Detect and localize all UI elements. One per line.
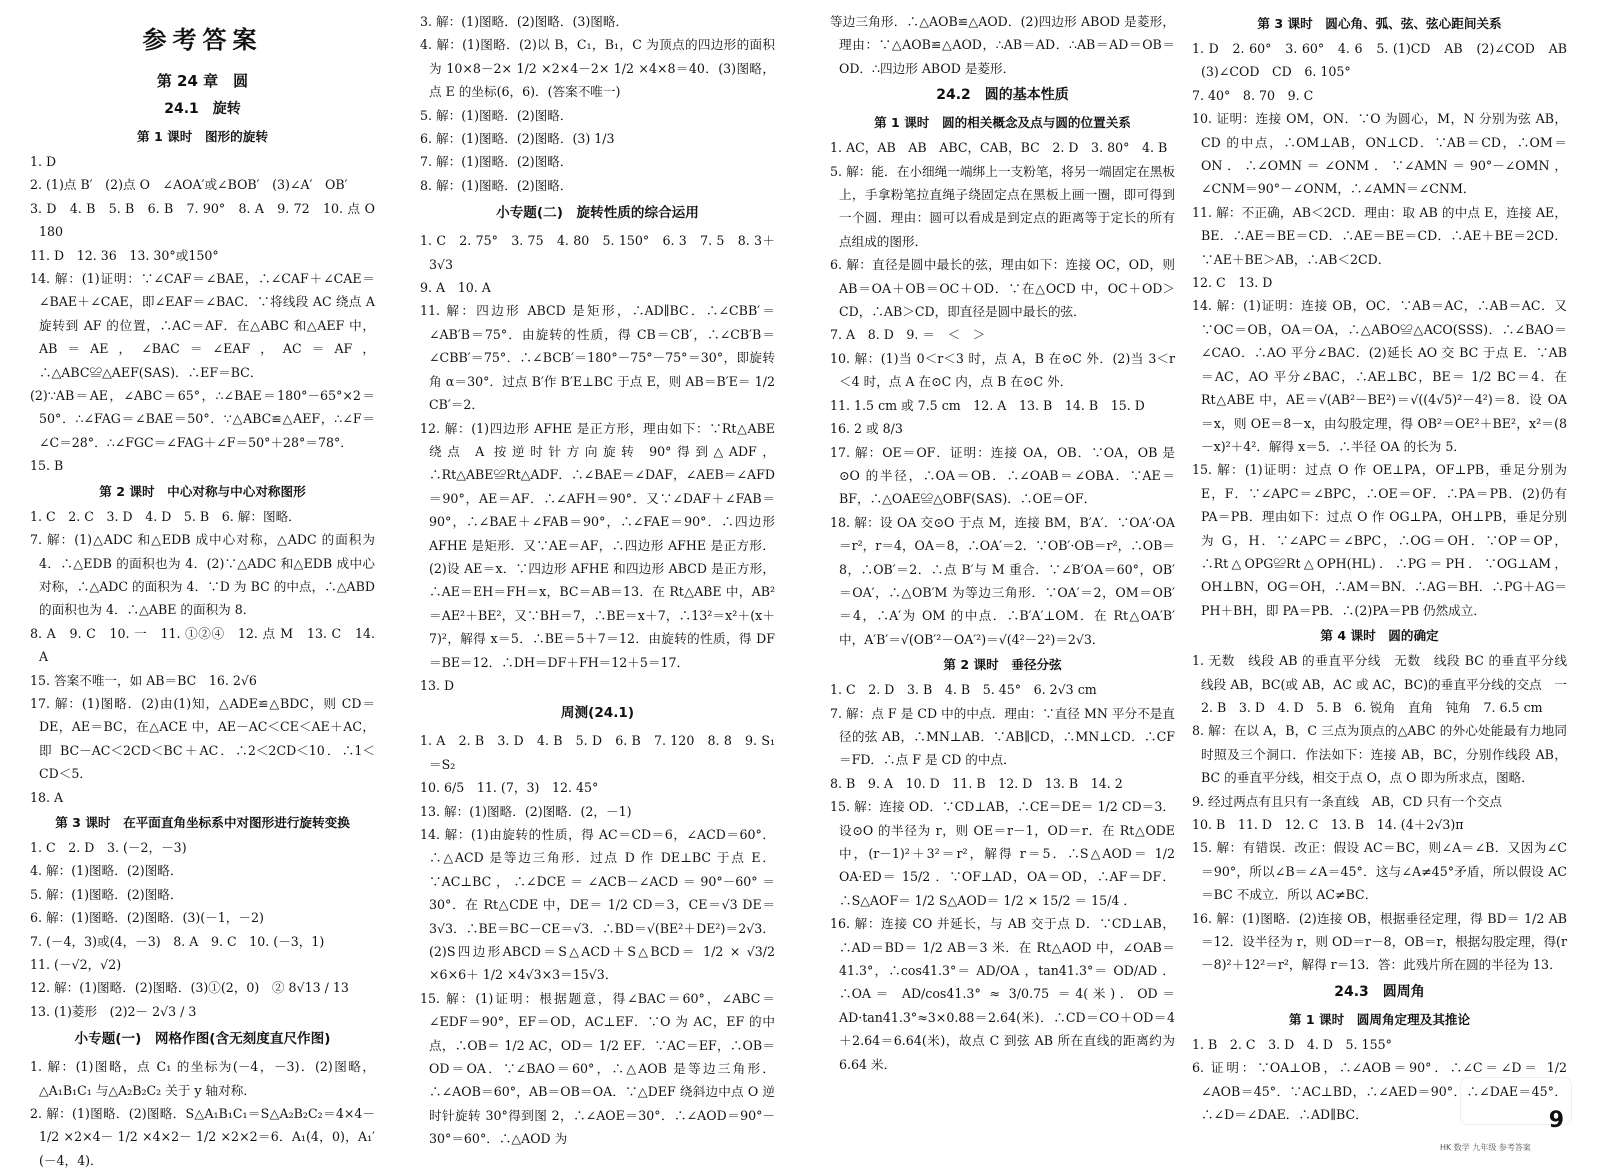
answer-item: 1. AC，AB AB ABC，CAB，BC 2. D 3. 80° 4. B (830, 140, 1168, 156)
answer-item: 5. 解：能．在小细绳一端绑上一支粉笔，将另一端固定在黑板上，手拿粉笔拉直绳子绕固定点在黑板上画一圈，即可得到一个圆．理由：圆可以看成是到定点的距离等于定长的所有点组成的图形． (830, 163, 1175, 249)
lesson-heading: 第 4 课时 圆的确定 (1320, 628, 1439, 644)
column-1 (30, 10, 388, 1172)
answer-item: 1. C 2. 75° 3. 75 4. 80 5. 150° 6. 3 7. 5 8. 3＋3√3 (420, 233, 776, 272)
answer-item: 17. 解：(1)图略．(2)由(1)知，△ADE≌△BDC，则 CD＝DE，AE＝BC，在△ACE 中，AE－AC＜CE＜AE＋AC，即 BC－AC＜2CD＜BC＋AC．∴2＜2CD＜10．∴1＜CD＜5． (30, 695, 375, 782)
answer-item: 等边三角形．∴△AOB≌△AOD．(2)四边形 ABOD 是菱形，理由：∵△AOB≌△AOD，∴AB＝AD．∴AB＝AD＝OB＝OD．∴四边形 ABOD 是菱形． (830, 14, 1175, 76)
answer-item: 7. 解：点 F 是 CD 中的中点．理由：∵直径 MN 平分不是直径的弦 AB，∴MN⊥AB．∵AB∥CD，∴MN⊥CD．∴CF＝FD．∴点 F 是 CD 的中点． (830, 705, 1175, 768)
answer-item: 8. 解：在以 A，B，C 三点为顶点的△ABC 的外心处能最有力地同时照及三个洞口．作法如下：连接 AB，BC，分别作线段 AB，BC 的垂直平分线，相交于点 O，点 O 即为所求点，图略． (1192, 723, 1567, 786)
answer-item: 1. C 2. C 3. D 4. D 5. B 6. 解：图略． (30, 508, 301, 524)
answer-item: 4. 解：(1)图略．(2)以 B，C₁，B₁，C 为顶点的四边形的面积为 10×8－2× 1/2 ×2×4－2× 1/2 ×4×8＝40．(3)图略，点 E 的坐标(6，6)．(答案不唯一) (420, 37, 775, 100)
special-topic-heading: 小专题(一) 网格作图(含无刻度直尺作图) (74, 1031, 331, 1048)
answer-item: 15. 答案不唯一，如 AB＝BC 16. 2√6 (30, 672, 257, 688)
answer-item: 12. 解：(1)图略．(2)图略．(3)①(2，0) ② 8√13 / 13 (30, 980, 349, 996)
answer-item: 14. 解：(1)由旋转的性质，得 AC＝CD＝6，∠ACD＝60°．∴△ACD 是等边三角形．过点 D 作 DE⊥BC 于点 E．∵AC⊥BC，∴∠DCE＝∠ACB－∠ACD＝90°－60°＝30°．在 Rt△CDE 中，DE＝ 1/2 CD＝3，CE＝√3 DE＝3√3．∴BE＝BC－CE＝√3．∴BD＝√(BE²＋DE²)＝2√3．(2)S四边形ABCD＝S△ACD＋S△BCD＝ 1/2 × √3/2 ×6×6＋ 1/2 ×4√3×3＝15√3． (420, 827, 775, 983)
answer-item: 11. 解：四边形 ABCD 是矩形，∴AD∥BC．∴∠CBB′＝∠AB′B＝75°．由旋转的性质，得 CB＝CB′，∴∠CB′B＝∠CBB′＝75°．∴∠BCB′＝180°－75°－75°＝30°，即旋转角 α＝30°．过点 B′作 B′E⊥BC 于点 E，则 AB＝B′E＝ 1/2 CB′＝2． (420, 303, 775, 413)
lesson-heading: 第 1 课时 圆周角定理及其推论 (1288, 1011, 1471, 1027)
answer-item: 3. D 4. B 5. B 6. B 7. 90° 8. A 9. 72 10. 点 O 180 (30, 200, 388, 240)
page-number: 9 (1548, 1108, 1564, 1133)
lesson-heading: 第 2 课时 中心对称与中心对称图形 (99, 483, 306, 499)
answer-item: 1. C 2. D 3. B 4. B 5. 45° 6. 2√3 cm (830, 682, 1097, 698)
answer-item: 5. 解：(1)图略．(2)图略． (420, 107, 573, 123)
chapter-heading: 第 24 章 圆 (156, 72, 249, 90)
answer-item: 7. (－4，3)或(4，－3) 8. A 9. C 10. (－3，1) (30, 933, 325, 949)
answer-item: 6. 解：(1)图略．(2)图略．(3) 1/3 (420, 131, 615, 147)
answer-item: 11. D 12. 36 13. 30°或150° (30, 247, 219, 263)
answer-item: 15. 解：连接 OD．∵CD⊥AB，∴CE＝DE＝ 1/2 CD＝3．设⊙O 的半径为 r，则 OE＝r－1，OD＝r．在 Rt△ODE 中，(r－1)²＋3²＝r²，解得 r＝5．∴S△AOD＝ 1/2 OA·ED＝ 15/2 ．∵OF⊥AD，OA＝OD，∴AF＝DF．∴S△AOF＝ 1/2 S△AOD＝ 1/2 × 15/2 ＝ 15/4 ． (830, 799, 1175, 908)
answer-item: 13. D (420, 677, 455, 693)
section-heading: 24.1 旋转 (164, 101, 241, 117)
answer-item: 1. B 2. C 3. D 4. D 5. 155° (1192, 1036, 1392, 1052)
section-heading: 24.2 圆的基本性质 (936, 87, 1069, 104)
answer-item: 8. B 9. A 10. D 11. B 12. D 13. B 14. 2 (830, 775, 1123, 791)
lesson-heading: 第 3 课时 圆心角、弧、弦、弦心距间关系 (1257, 16, 1502, 31)
answer-item: 14. 解：(1)证明：连接 OB，OC．∵AB＝AC，∴AB＝AC．又∵OC＝OB，OA＝OA，∴△ABO≌△ACO(SSS)．∴∠BAO＝∠CAO．∴AO 平分∠BAC．(2)延长 AO 交 BC 于点 E．∵AB＝AC，AO 平分∠BAC，∴AE⊥BC，BE＝ 1/2 BC＝4．在 Rt△ABE 中，AE＝√(AB²－BE²)＝√((4√5)²－4²)＝8．设 OA＝x，则 OE＝8－x，由勾股定理，得 OB²＝OE²＋BE²，x²＝(8－x)²＋4²．解得 x＝5．∴半径 OA 的长为 5． (1192, 298, 1567, 454)
answer-item: 6. 证明：∵OA⊥OB，∴∠AOB＝90°．∴∠C＝∠D＝ 1/2 ∠AOB＝45°．∵AC⊥BD，∴∠AED＝90°．∴∠DAE＝45°．∴∠D＝∠DAE．∴AD∥BC． (1192, 1060, 1567, 1123)
answer-item: 16. 解：(1)图略．(2)连接 OB，根据垂径定理，得 BD＝ 1/2 AB＝12．设半径为 r，则 OD＝r－8，OB＝r，根据勾股定理，得(r－8)²＋12²＝r²，解得 r＝13．答：此残片所在圆的半径为 13． (1192, 910, 1567, 973)
column-3 (830, 10, 1175, 1076)
column-4-content (1192, 11, 1580, 1126)
answer-item: 16. 解：连接 CO 并延长，与 AB 交于点 D．∵CD⊥AB，∴AD＝BD＝ 1/2 AB＝3 米．在 Rt△AOD 中，∠OAB＝41.3°，∴cos41.3°＝ AD/OA ，tan41.3°＝ OD/AD ．∴OA＝ AD/cos41.3° ≈ 3/0.75 ＝4(米)．OD＝AD·tan41.3°≈3×0.88＝2.64(米)．∴CD＝CO＋OD＝4＋2.64＝6.64(米)，故点 C 到弦 AB 所在直线的距离约为 6.64 米． (830, 916, 1175, 1072)
answer-item: 13. 解：(1)图略．(2)图略．(2，－1) (420, 803, 632, 819)
answer-item: 18. 解：设 OA 交⊙O 于点 M，连接 BM，B′A′．∵OA′·OA＝r²，r＝4，OA＝8，∴OA′＝2．∵OB′·OB＝r²，∴OB＝8，∴OB′＝2．∴点 B′与 M 重合．∵∠B′OA＝60°，OB′＝OA′，∴△OB′M 为等边三角形．∵OA′＝2，OM＝OB′＝4，∴A′为 OM 的中点．∴B′A′⊥OM．在 Rt△OA′B′中，A′B′＝√(OB′²－OA′²)＝√(4²－2²)＝2√3． (830, 514, 1175, 647)
answer-item: 10. 解：(1)当 0＜r＜3 时，点 A，B 在⊙C 外．(2)当 3＜r＜4 时，点 A 在⊙C 内，点 B 在⊙C 外． (830, 350, 1175, 390)
column-3-content (830, 10, 1175, 1076)
answer-item: 16. 2 或 8/3 (830, 421, 903, 437)
answer-item: 12. 解：(1)四边形 AFHE 是正方形，理由如下：∵Rt△ABE 绕点 A 按逆时针方向旋转 90°得到△ADF，∴Rt△ABE≌Rt△ADF．∴∠BAE＝∠DAF，∠AEB＝∠AFD＝90°，AE＝AF．∴∠AFH＝90°．又∵∠DAF＋∠FAB＝90°，∴∠BAE＋∠FAB＝90°，∴∠FAE＝90°．∴四边形 AFHE 是矩形．又∵AE＝AF，∴四边形 AFHE 是正方形．(2)设 AE＝x．∵四边形 AFHE 和四边形 ABCD 是正方形，∴AE＝EH＝FH＝x，BC＝AB＝13．在 Rt△ABE 中，AB²＝AE²＋BE²，又∵BH＝7，∴BE＝x＋7，∴13²＝x²＋(x＋7)²，解得 x＝5．∴BE＝5＋7＝12．由旋转的性质，得 DF＝BE＝12．∴DH＝DF＋FH＝12＋5＝17． (420, 420, 775, 670)
column-1-content (30, 68, 388, 1172)
answer-item: 2. 解：(1)图略．(2)图略．S△A₁B₁C₁＝S△A₂B₂C₂＝4×4－ 1/2 ×2×4－ 1/2 ×4×2－ 1/2 ×2×2＝6．A₁(4，0)，A₁′(－4，4)． (30, 1106, 375, 1168)
answer-item: 9. A 10. A (420, 280, 491, 296)
answer-item: 8. 解：(1)图略．(2)图略． (420, 177, 573, 193)
answer-item: 12. C 13. D (1192, 275, 1273, 291)
page-footer: HK 数学 九年级 参考答案 (1440, 1143, 1531, 1152)
answer-item: 5. 解：(1)图略．(2)图略． (30, 886, 183, 902)
answer-item: 10. B 11. D 12. C 13. B 14. (4＋2√3)π (1192, 817, 1464, 832)
page-title: 参考答案 (142, 26, 263, 54)
answer-item: (2)∵AB＝AE，∠ABC＝65°，∴∠BAE＝180°－65°×2＝50°．∴∠FAG＝∠BAE＝50°．∵△ABC≌△AEF，∴∠F＝∠C＝28°．∴∠FGC＝∠FAG＋∠F＝50°＋28°＝78°． (30, 388, 375, 450)
answer-item: 1. D 2. 60° 3. 60° 4. 6 5. (1)CD AB (2)∠COD AB (3)∠COD CD 6. 105° (1192, 41, 1580, 80)
answer-item: 1. A 2. B 3. D 4. B 5. D 6. B 7. 120 8. 8 9. S₁＝S₂ (420, 733, 775, 772)
answer-item: 1. C 2. D 3. (－2，－3) (30, 839, 187, 855)
column-2-content (420, 10, 775, 1151)
answer-item: 10. 6/5 11. (7，3) 12. 45° (420, 780, 599, 796)
special-topic-heading: 周测(24.1) (560, 705, 635, 722)
answer-item: 15. 解：有错误．改正：假设 AC＝BC，则∠A＝∠B．又因为∠C＝90°，所以∠B＝∠A＝45°．这与∠A≠45°矛盾，所以假设 AC＝BC 不成立．所以 AC≠BC． (1192, 840, 1567, 903)
answer-item: 2. (1)点 B′ (2)点 O ∠AOA′或∠BOB′ (3)∠A′ OB′ (30, 177, 348, 193)
answer-item: 1. 解：(1)图略，点 C₁ 的坐标为(－4，－3)．(2)图略，△A₁B₁C₁ 与△A₂B₂C₂ 关于 y 轴对称． (30, 1059, 375, 1098)
column-4 (1192, 10, 1580, 1126)
section-heading: 24.3 圆周角 (1334, 983, 1425, 1000)
answer-item: 10. 证明：连接 OM，ON．∵O 为圆心，M，N 分别为弦 AB，CD 的中点，∴OM⊥AB，ON⊥CD．∵AB＝CD，∴OM＝ON．∴∠OMN＝∠ONM．∵∠AMN＝90°－∠OMN，∠CNM＝90°－∠ONM，∴∠AMN＝∠CNM． (1192, 111, 1567, 197)
answer-item: 7. 解：(1)△ADC 和△EDB 成中心对称，△ADC 的面积为 4．∴△EDB 的面积也为 4．(2)∵△ADC 和△EDB 成中心对称，∴△ADC 的面积为 4．∵D 为 BC 的中点，∴△ABD 的面积也为 4．∴△ABE 的面积为 8． (30, 532, 375, 618)
answer-item: 14. 解：(1)证明：∵∠CAF＝∠BAE，∴∠CAF＋∠CAE＝∠BAE＋∠CAE，即∠EAF＝∠BAC．∵将线段 AC 绕点 A 旋转到 AF 的位置，∴AC＝AF．在△ABC 和△AEF 中，AB＝AE，∠BAC＝∠EAF，AC＝AF，∴△ABC≌△AEF(SAS)．∴EF＝BC． (30, 271, 375, 380)
answer-item: 15. 解：(1)证明：根据题意，得∠BAC＝60°，∠ABC＝∠EDF＝90°，EF＝OD，AC⊥EF．∵O 为 AC，EF 的中点，∴OB＝ 1/2 AC，OD＝ 1/2 EF．∵AC＝EF，∴OB＝OD＝OA．∵∠BAO＝60°，∴△AOB 是等边三角形．∴∠AOB＝60°，AB＝OB＝OA．∵△DEF 绕斜边中点 O 逆时针旋转 30°得到图 2，∴∠AOE＝30°．∴∠AOD＝90°－30°＝60°．∴△AOD 为 (420, 990, 775, 1147)
answer-item: 6. 解：(1)图略．(2)图略．(3)(－1，－2) (30, 910, 264, 926)
lesson-heading: 第 1 课时 图形的旋转 (137, 129, 268, 144)
answer-item: 4. 解：(1)图略．(2)图略． (30, 863, 183, 879)
answer-item: 1. D (30, 154, 57, 169)
answer-item: 7. 40° 8. 70 9. C (1192, 87, 1314, 103)
answer-item: 18. A (30, 789, 64, 805)
answer-item: 7. A 8. D 9. ＝ ＜ ＞ (830, 327, 986, 343)
special-topic-heading: 小专题(二) 旋转性质的综合运用 (496, 205, 699, 222)
answer-item: 13. (1)菱形 (2)2－ 2√3 / 3 (30, 1003, 197, 1019)
answer-item: 17. 解：OE＝OF．证明：连接 OA，OB．∵OA，OB 是⊙O 的半径，∴OA＝OB．∴∠OAB＝∠OBA．∵AE＝BF，∴△OAE≌△OBF(SAS)．∴OE＝OF． (830, 444, 1175, 507)
answer-item: 1. 无数 线段 AB 的垂直平分线 无数 线段 BC 的垂直平分线 线段 AB，BC(或 AB，AC 或 AC，BC)的垂直平分线的交点 一 2. B 3. D 4. D 5. B 6. 锐角 直角 钝角 7. 6.5 cm (1192, 653, 1580, 715)
lesson-heading: 第 2 课时 垂径分弦 (943, 657, 1062, 673)
answer-item: 6. 解：直径是圆中最长的弦，理由如下：连接 OC，OD，则 AB＝OA＋OB＝OC＋OD．∵在△OCD 中，OC＋OD＞CD，∴AB＞CD，即直径是圆中最长的弦． (830, 257, 1175, 320)
lesson-heading: 第 1 课时 圆的相关概念及点与圆的位置关系 (874, 115, 1131, 131)
answer-item: 8. A 9. C 10. 一 11. ①②④ 12. 点 M 13. C 14. A (30, 625, 375, 665)
answer-item: 9. 经过两点有且只有一条直线 AB，CD 只有一个交点 (1192, 793, 1502, 809)
answer-item: 15. B (30, 458, 64, 474)
answer-item: 11. 解：不正确，AB＜2CD．理由：取 AB 的中点 E，连接 AE，BE．∴AE＝BE＝CD．∴AE＝BE＝CD．∴AE＋BE＝2CD．∵AE＋BE＞AB，∴AB＜2CD． (1192, 204, 1567, 267)
column-2 (420, 10, 775, 1151)
answer-item: 7. 解：(1)图略．(2)图略． (420, 154, 573, 170)
answer-item: 3. 解：(1)图略．(2)图略．(3)图略． (420, 14, 629, 29)
answer-item: 11. (－√2，√2) (30, 957, 122, 972)
answer-item: 11. 1.5 cm 或 7.5 cm 12. A 13. B 14. B 15. D (830, 397, 1145, 413)
answer-item: 15. 解：(1)证明：过点 O 作 OE⊥PA，OF⊥PB，垂足分别为 E，F．∵∠APC＝∠BPC，∴OE＝OF．∴PA＝PB．(2)仍有 PA＝PB．理由如下：过点 O 作 OG⊥PA，OH⊥PB，垂足分别为 G，H．∵∠APC＝∠BPC，∴OG＝OH．∵OP＝OP，∴Rt△OPG≌Rt△OPH(HL)．∴PG＝PH．∵OG⊥AM，OH⊥BN，OG＝OH，∴AM＝BN．∴AG＝BH．∴PG＋AG＝PH＋BH，即 PA＝PB．∴(2)PA＝PB 仍然成立． (1192, 462, 1567, 618)
lesson-heading: 第 3 课时 在平面直角坐标系中对图形进行旋转变换 (55, 814, 350, 830)
